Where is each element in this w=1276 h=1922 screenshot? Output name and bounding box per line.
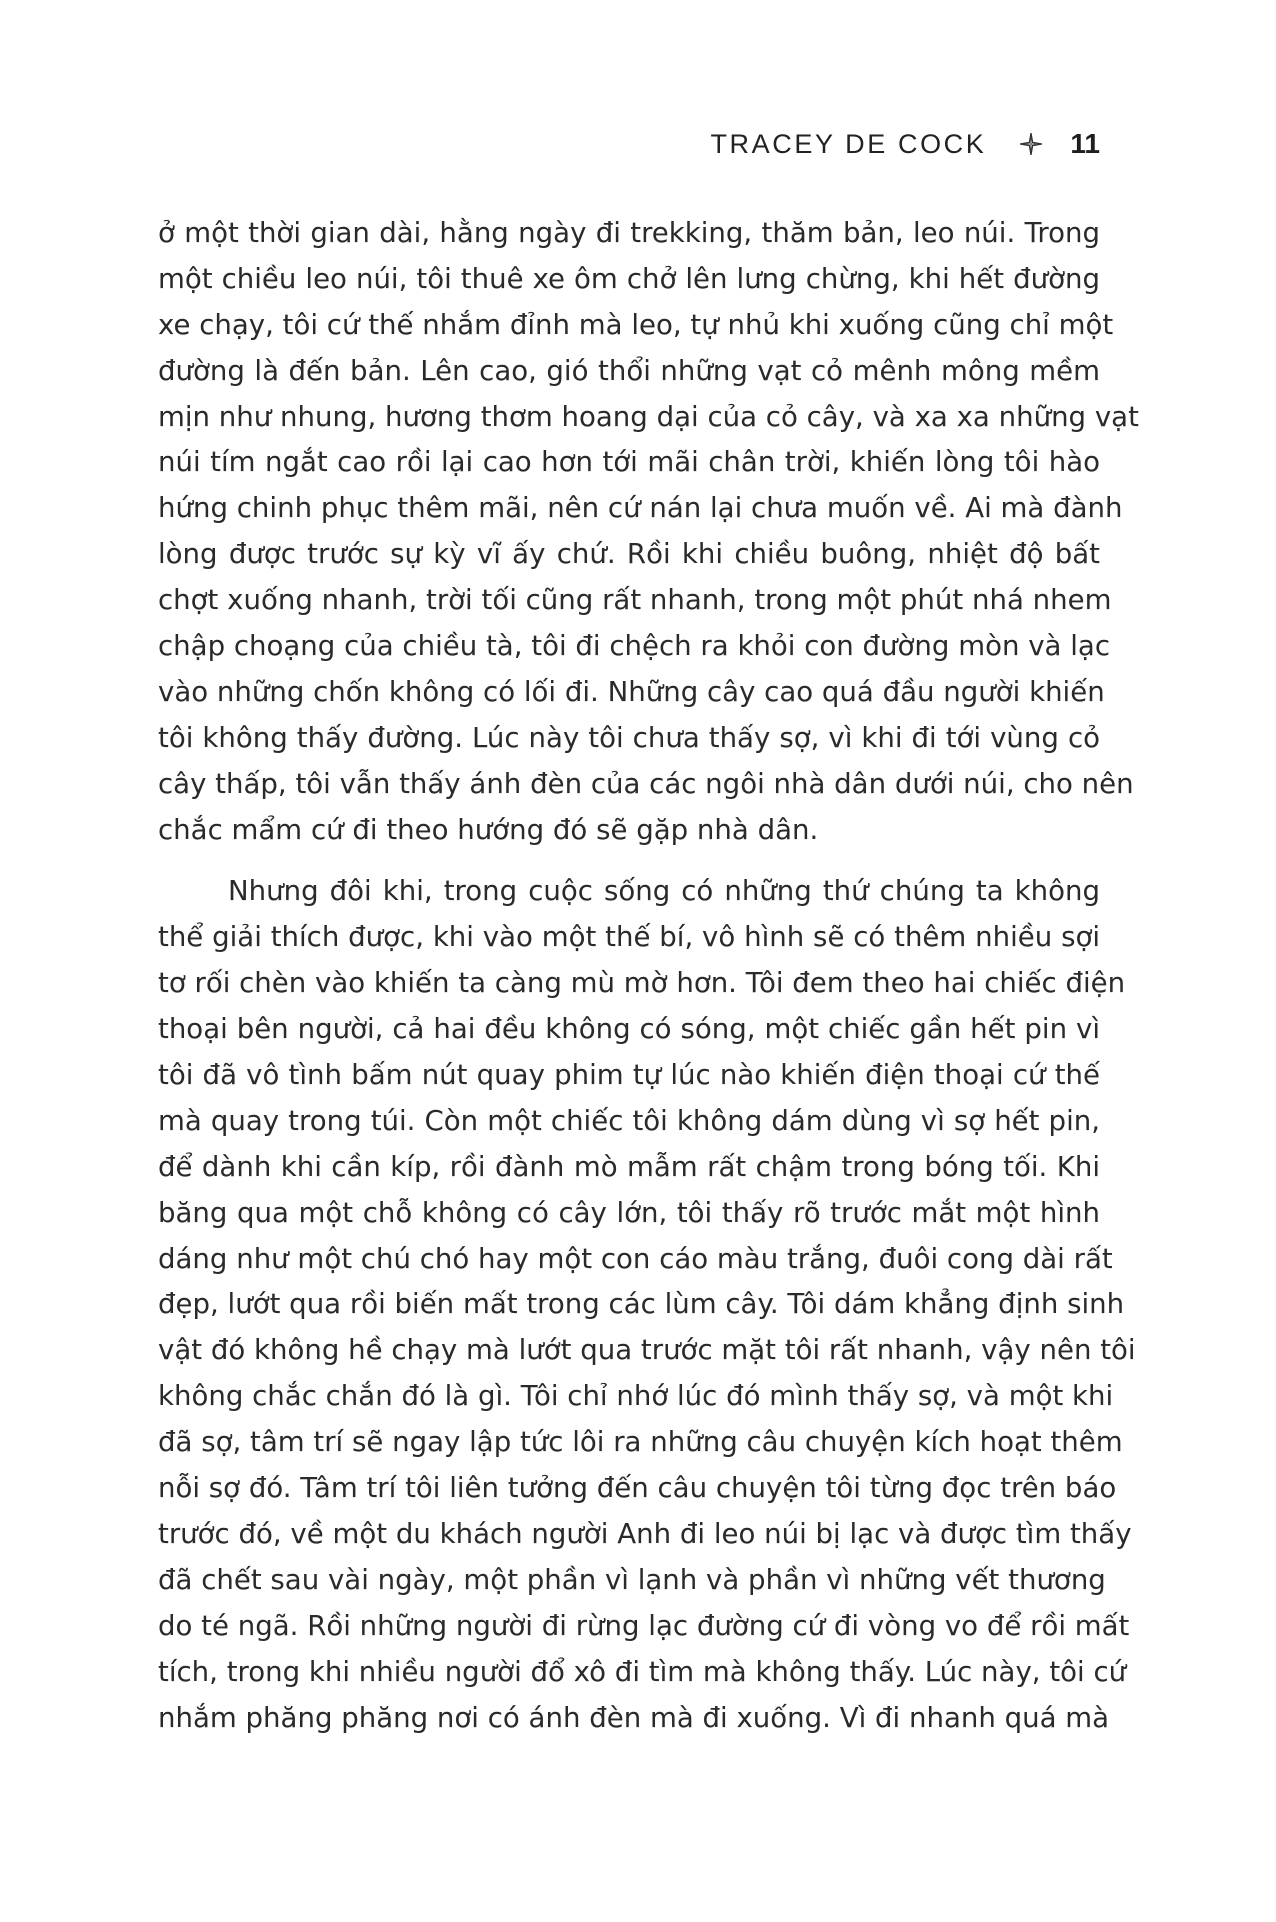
text-line: tôi đã vô tình bấm nút quay phim tự lúc nào khiến điện thoại cứ thế — [158, 1058, 1100, 1092]
paragraph-1 — [158, 210, 1139, 852]
four-point-star-icon — [1020, 133, 1042, 155]
text-line: băng qua một chỗ không có cây lớn, tôi thấy rõ trước mắt một hình — [158, 1195, 1100, 1229]
text-line: thoại bên người, cả hai đều không có sóng, một chiếc gần hết pin vì — [158, 1012, 1100, 1046]
text-line: mà quay trong túi. Còn một chiếc tôi không dám dùng vì sợ hết pin, — [158, 1103, 1100, 1137]
text-line: chợt xuống nhanh, trời tối cũng rất nhanh, trong một phút nhá nhem — [158, 583, 1112, 617]
text-line: cây thấp, tôi vẫn thấy ánh đèn của các ngôi nhà dân dưới núi, cho nên — [158, 766, 1134, 800]
paragraph-2 — [158, 868, 1136, 1740]
text-line: đã chết sau vài ngày, một phần vì lạnh và phần vì những vết thương — [158, 1562, 1106, 1596]
text-line: thể giải thích được, khi vào một thế bí, vô hình sẽ có thêm nhiều sợi — [158, 920, 1100, 954]
text-line: không chắc chắn đó là gì. Tôi chỉ nhớ lúc đó mình thấy sợ, và một khi — [158, 1379, 1114, 1413]
text-line: hứng chinh phục thêm mãi, nên cứ nán lại chưa muốn về. Ai mà đành — [158, 491, 1123, 525]
text-line: trước đó, về một du khách người Anh đi leo núi bị lạc và được tìm thấy — [158, 1516, 1132, 1550]
text-line: đã sợ, tâm trí sẽ ngay lập tức lôi ra những câu chuyện kích hoạt thêm — [158, 1425, 1123, 1459]
text-line: mịn như nhung, hương thơm hoang dại của cỏ cây, và xa xa những vạt — [158, 399, 1139, 433]
text-line: nhắm phăng phăng nơi có ánh đèn mà đi xuống. Vì đi nhanh quá mà — [158, 1700, 1110, 1734]
text-line: dáng như một chú chó hay một con cáo màu trắng, đuôi cong dài rất — [158, 1241, 1113, 1275]
text-line: tích, trong khi nhiều người đổ xô đi tìm mà không thấy. Lúc này, tôi cứ — [158, 1654, 1127, 1688]
text-line: xe chạy, tôi cứ thế nhắm đỉnh mà leo, tự nhủ khi xuống cũng chỉ một — [158, 307, 1114, 341]
body-text — [158, 210, 1139, 1740]
running-header — [710, 124, 1100, 164]
text-line: chập choạng của chiều tà, tôi đi chệch ra khỏi con đường mòn và lạc — [158, 629, 1110, 663]
text-line: Nhưng đôi khi, trong cuộc sống có những thứ chúng ta không — [228, 874, 1100, 908]
text-line: ở một thời gian dài, hằng ngày đi trekking, thăm bản, leo núi. Trong — [158, 216, 1100, 249]
text-line: đường là đến bản. Lên cao, gió thổi những vạt cỏ mênh mông mềm — [158, 353, 1100, 387]
text-line: vào những chốn không có lối đi. Những cây cao quá đầu người khiến — [158, 674, 1105, 708]
text-line: tơ rối chèn vào khiến ta càng mù mờ hơn. Tôi đem theo hai chiếc điện — [158, 966, 1126, 1000]
header-author: TRACEY DE COCK — [710, 128, 987, 159]
text-line: nỗi sợ đó. Tâm trí tôi liên tưởng đến câu chuyện tôi từng đọc trên báo — [158, 1471, 1117, 1505]
text-line: tôi không thấy đường. Lúc này tôi chưa thấy sợ, vì khi đi tới vùng cỏ — [158, 720, 1100, 754]
text-line: đẹp, lướt qua rồi biến mất trong các lùm cây. Tôi dám khẳng định sinh — [158, 1287, 1125, 1321]
text-line: để dành khi cần kíp, rồi đành mò mẫm rất chậm trong bóng tối. Khi — [158, 1149, 1100, 1183]
text-line: một chiều leo núi, tôi thuê xe ôm chở lên lưng chừng, khi hết đường — [158, 261, 1100, 295]
page-number: 11 — [1070, 128, 1100, 159]
text-line: núi tím ngắt cao rồi lại cao hơn tới mãi chân trời, khiến lòng tôi hào — [158, 445, 1100, 479]
text-line: do té ngã. Rồi những người đi rừng lạc đường cứ đi vòng vo để rồi mất — [158, 1608, 1130, 1642]
text-line: lòng được trước sự kỳ vĩ ấy chứ. Rồi khi chiều buông, nhiệt độ bất — [158, 537, 1100, 571]
text-line: chắc mẩm cứ đi theo hướng đó sẽ gặp nhà dân. — [158, 812, 819, 846]
text-line: vật đó không hề chạy mà lướt qua trước mặt tôi rất nhanh, vậy nên tôi — [158, 1333, 1136, 1367]
